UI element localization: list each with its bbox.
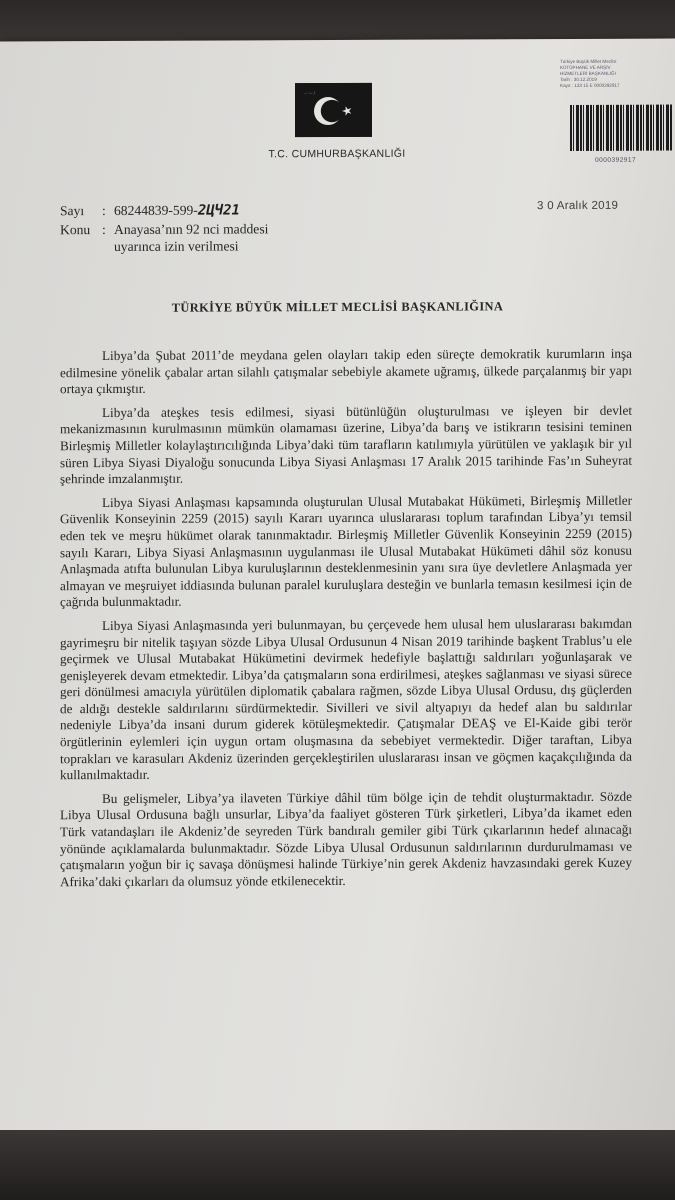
konu-line-1: Anayasa’nın 92 nci maddesi: [114, 220, 269, 237]
sayi-row: [60, 201, 268, 220]
barcode: [570, 105, 672, 151]
addressee-heading: TÜRKİYE BÜYÜK MİLLET MECLİSİ BAŞKANLIĞINA: [171, 299, 504, 315]
paragraph: Libya Siyasi Anlaşması kapsamında oluşturulan Ulusal Mutabakat Hükümeti, Birleşmiş Milletler Güvenlik Konseyinin 2259 (2015) sayılı Kararı uyarınca uluslararası toplum tarafından Libya’yı temsil eden tek ve meşru hükümet olarak tanınmaktadır. Birleşmiş Milletler Güvenlik Konseyinin 2259 (2015) sayılı Kararı, Libya Siyasi Anlaşmasının uygulanması ile Ulusal Mutabakat Hükümeti dâhil söz konusu Anlaşmada atıfta bulunulan Libya kuruluşlarının desteklenmesinin yanı sıra üye devletlere Anlaşmada yer almayan ve meşruiyet iddiasında bulunan paralel kuruluşlara desteğin ve bunlarla temasın kesilmesi için de çağrıda bulunmaktadır.: [60, 492, 632, 610]
paragraph: Libya’da ateşkes tesis edilmesi, siyasi bütünlüğün oluşturulması ve işleyen bir devlet mekanizmasının kurulmasının mümkün olamaması üzerine, Libya’da barış ve istikrarın tesisini teminen Birleşmiş Milletler kolaylaştırıcılığında Libya’daki tüm tarafların katılımıyla yürütülen ve yaklaşık bir yıl süren Libya Siyasi Diyaloğu sonucunda Libya Siyasi Anlaşması 17 Aralık 2015 tarihinde Fas’ın Suheyrat şehrinde imzalanmıştır.: [60, 402, 632, 487]
stamp-line: Kayıt : 123 15 E 0000392917: [560, 82, 620, 89]
separator: :: [102, 221, 106, 237]
paragraph: Bu gelişmeler, Libya’ya ilaveten Türkiye dâhil tüm bölge için de tehdit oluşturmaktadır. Sözde Libya Ulusal Ordusuna bağlı unsurlar, Libya’da faaliyet gösteren Türk şirketleri, Libya’da ikamet eden Türk vatandaşları ile Akdeniz’de seyreden Türk bandıralı gemiler gibi Türk çıkarlarının hedef alınacağı yönünde açıklamalarda bulunmaktadır. Sözde Libya Ulusal Ordusunun saldırılarının durdurulmaması ve çatışmaların yoğun bir iç savaşa dönüşmesi halinde Türkiye’nin gerek Akdeniz havzasındaki gerek Kuzey Afrika’daki çıkarları da olumsuz yönde etkilenecektir.: [60, 788, 632, 890]
backdrop-bottom: [0, 1130, 675, 1200]
stamp-line: Türkiye Büyük Millet Meclisi: [560, 58, 617, 65]
receipt-stamp: [560, 59, 675, 178]
document-page: [0, 39, 675, 1140]
document-date: 3 0 Aralık 2019: [537, 199, 619, 213]
paragraph: Libya Siyasi Anlaşmasında yeri bulunmayan, bu çerçevede hem ulusal hem uluslararası bakımdan gayrimeşru bir nitelik taşıyan sözde Libya Ulusal Ordusunun 4 Nisan 2019 tarihinde başkent Trablus’u ele geçirmek ve Ulusal Mutabakat Hükümetini devirmek hedefiyle başlattığı saldırıları yoğunlaşarak ve genişleyerek devam etmektedir. Libya’da çatışmaların sona erdirilmesi, ateşkes sağlanması ve siyasi sürece geri dönülmesi amacıyla yürütülen diplomatik çabalara rağmen, sözde Libya Ulusal Ordusu, dış güçlerden de aldığı destekle saldırılarını sürdürmektedir. Sivilleri ve sivil altyapıyı da hedef alan bu saldırılar nedeniyle Libya’da insani durum giderek kötüleşmektedir. Çatışmalar DEAŞ ve El-Kaide gibi terör örgütlerinin eylemleri için uygun ortam oluşmasına da sebebiyet vermektedir. Diğer taraftan, Libya toprakları ve karasuları Akdeniz üzerinden gerçekleştirilen uluslararası insan ve göçmen kaçakçılığında da kullanılmaktadır.: [60, 615, 632, 783]
stamp-line: HİZMETLERİ BAŞKANLIĞI: [560, 70, 616, 77]
barcode-number: 0000392917: [595, 156, 637, 164]
document-meta: [60, 201, 268, 255]
document-body: [60, 346, 632, 898]
star-and-crescent-icon: [295, 83, 372, 137]
konu-row: [60, 220, 268, 238]
paragraph: Libya’da Şubat 2011’de meydana gelen olayları takip eden süreçte demokratik kurumların inşa edilmesine yönelik çabalar artan silahlı çatışmalar sebebiyle akamete uğramış, ülkede parçalanmış bir yapı ortaya çıkmıştır.: [60, 345, 632, 397]
konu-label: Konu: [60, 221, 91, 237]
svg-text:ㄧ〜ﾉ: ㄧ〜ﾉ: [303, 91, 316, 98]
stamp-line: KÜTÜPHANE VE ARŞİV: [560, 64, 611, 71]
backdrop-top: [0, 0, 675, 44]
stamp-line: Tarih : 30.12.2019: [560, 76, 597, 83]
presidency-title: T.C. CUMHURBAŞKANLIĞI: [268, 147, 406, 161]
sayi-label: Sayı: [60, 203, 85, 219]
sayi-value: 68244839-599-: [114, 202, 198, 218]
sayi-handwritten: 2ЦЧ21: [197, 202, 240, 219]
separator: :: [102, 203, 106, 219]
konu-line-2: uyarınca izin verilmesi: [114, 238, 239, 254]
